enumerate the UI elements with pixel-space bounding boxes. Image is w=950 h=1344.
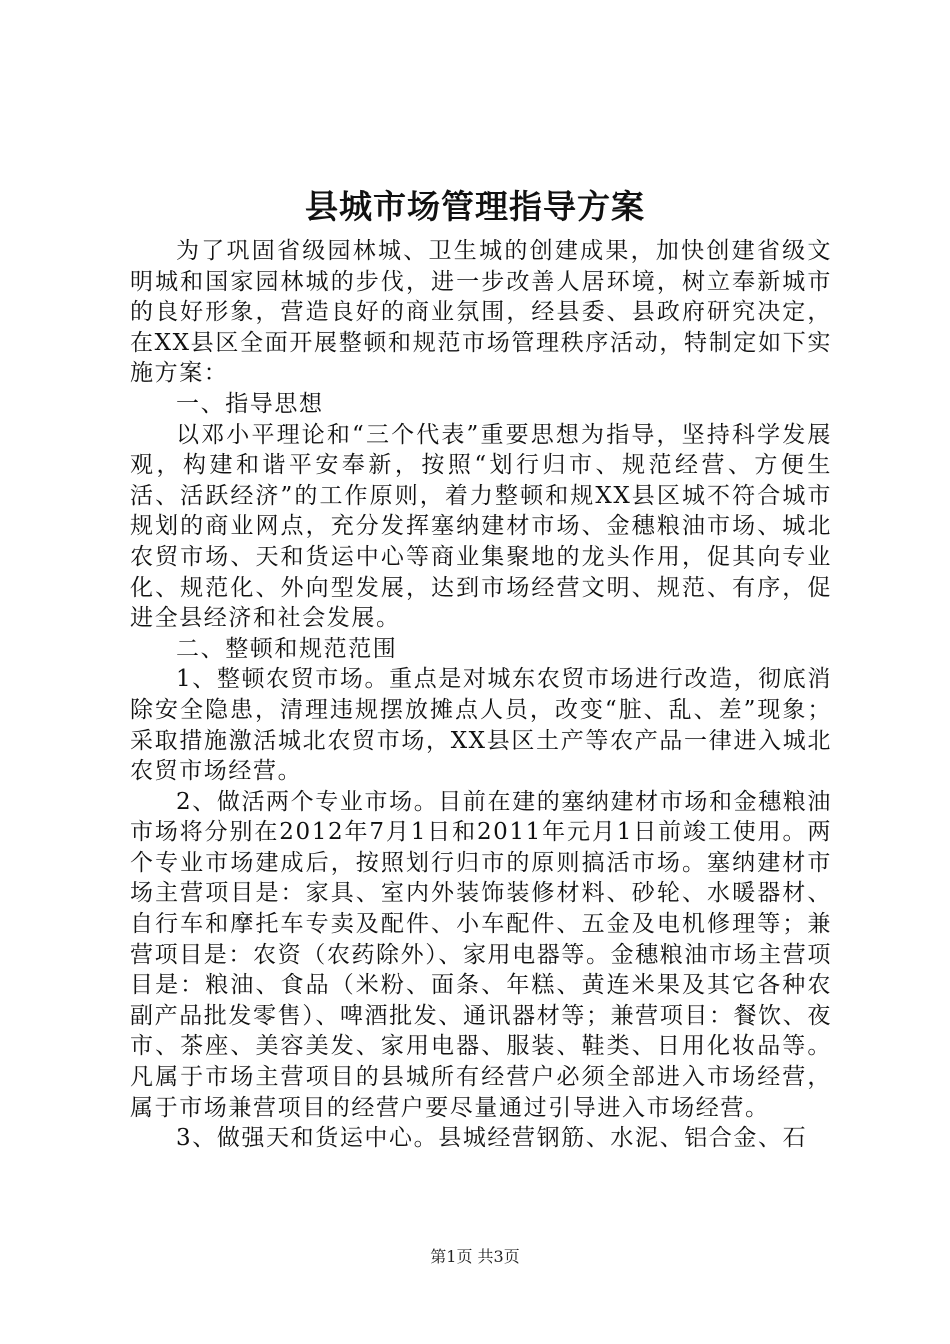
section-heading-guiding-thought: 一、指导思想 (176, 390, 324, 417)
page-number-footer: 第1页 共3页 (430, 1247, 520, 1266)
document-title: 县城市场管理指导方案 (305, 187, 645, 226)
paragraph-item-2: 2、做活两个专业市场。目前在建的塞纳建材市场和金穗粮油市场将分别在2012年7月1日和2011年元月1日前竣工使用。两个专业市场建成后，按照划行归市的原则搞活市场。塞纳建材市场主营项目是：家具、室内外装饰装修材料、砂轮、水暖器材、自行车和摩托车专卖及配件、小车配件、五金及电机修理等；兼营项目是：农资（农药除外）、家用电器等。金穗粮油市场主营项目是：粮油、食品（米粉、面条、年糕、黄连米果及其它各种农副产品批发零售）、啤酒批发、通讯器材等；兼营项目：餐饮、夜市、茶座、美容美发、家用电器、服装、鞋类、日用化妆品等。凡属于市场主营项目的县城所有经营户必须全部进入市场经营，属于市场兼营项目的经营户要尽量通过引导进入市场经营。 (130, 788, 832, 1121)
paragraph-item-1: 1、整顿农贸市场。重点是对城东农贸市场进行改造，彻底消除安全隐患，清理违规摆放摊点人员，改变“脏、乱、差”现象；采取措施激活城北农贸市场，XX县区土产等农产品一律进入城北农贸市场经营。 (130, 666, 832, 785)
paragraph-intro: 为了巩固省级园林城、卫生城的创建成果，加快创建省级文明城和国家园林城的步伐，进一步改善人居环境，树立奉新城市的良好形象，营造良好的商业氛围，经县委、县政府研究决定，在XX县区全面开展整顿和规范市场管理秩序活动，特制定如下实施方案： (130, 238, 832, 387)
paragraph-item-3: 3、做强天和货运中心。县城经营钢筋、水泥、铝合金、石 (176, 1125, 808, 1152)
document-body (130, 236, 832, 1154)
paragraph-guiding-thought: 以邓小平理论和“三个代表”重要思想为指导，坚持科学发展观，构建和谐平安奉新，按照“划行归市、规范经营、方便生活、活跃经济”的工作原则，着力整顿和规XX县区城不符合城市规划的商业网点，充分发挥塞纳建材市场、金穗粮油市场、城北农贸市场、天和货运中心等商业集聚地的龙头作用，促其向专业化、规范化、外向型发展，达到市场经营文明、规范、有序，促进全县经济和社会发展。 (130, 421, 832, 632)
section-heading-scope: 二、整顿和规范范围 (176, 635, 398, 662)
